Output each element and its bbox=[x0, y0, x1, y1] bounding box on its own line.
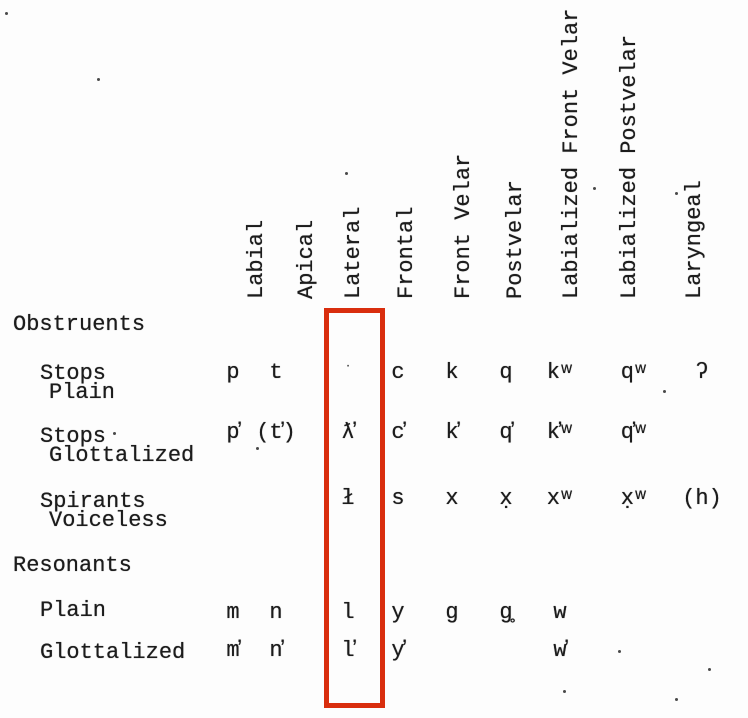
phoneme-cell: y̓ bbox=[391, 638, 405, 663]
phoneme-cell: · bbox=[344, 361, 352, 373]
column-header-postvelar: Postvelar bbox=[503, 180, 528, 299]
phoneme-cell: (t̓) bbox=[256, 420, 296, 445]
row-label: Plain bbox=[40, 598, 107, 623]
scan-speck bbox=[5, 12, 8, 15]
scan-speck bbox=[97, 78, 100, 81]
phoneme-cell: xʷ bbox=[546, 486, 574, 511]
phoneme-cell: x̣ bbox=[499, 486, 513, 511]
scan-speck bbox=[256, 447, 259, 450]
phoneme-cell: n̓ bbox=[269, 638, 283, 663]
phoneme-cell: m bbox=[226, 600, 240, 625]
scan-speck bbox=[593, 187, 596, 190]
phoneme-cell: ƛ̓ bbox=[341, 420, 355, 445]
phoneme-cell: s bbox=[391, 486, 405, 511]
row-sublabel: Plain bbox=[49, 380, 116, 405]
section-label-obstruents: Obstruents bbox=[13, 312, 146, 337]
phoneme-cell: (h) bbox=[682, 486, 722, 511]
phoneme-cell: m̓ bbox=[226, 638, 240, 663]
row-label: Glottalized bbox=[40, 640, 186, 665]
scan-speck bbox=[675, 698, 678, 701]
scan-speck bbox=[113, 432, 116, 435]
phoneme-cell: q bbox=[499, 360, 513, 385]
phoneme-cell: l bbox=[341, 600, 355, 625]
column-header-labialized-front-velar: Labialized Front Velar bbox=[559, 8, 584, 299]
row-sublabel: Glottalized bbox=[49, 443, 195, 468]
phoneme-cell: k̓ bbox=[445, 420, 459, 445]
scan-speck bbox=[618, 650, 621, 653]
row-label: Stops bbox=[40, 424, 107, 449]
phoneme-cell: ʔ bbox=[695, 360, 709, 385]
phoneme-cell: q̓ bbox=[499, 420, 513, 445]
phoneme-cell: l̓ bbox=[341, 638, 355, 663]
scan-speck bbox=[345, 172, 348, 175]
column-header-labialized-postvelar: Labialized Postvelar bbox=[617, 34, 642, 299]
phoneme-cell: g̥ bbox=[499, 600, 513, 625]
row-label: Stops bbox=[40, 361, 107, 386]
scan-speck bbox=[663, 390, 666, 393]
column-header-apical: Apical bbox=[294, 219, 319, 299]
phoneme-cell: g bbox=[445, 600, 459, 625]
column-header-front-velar: Front Velar bbox=[451, 153, 476, 299]
phoneme-cell: qʷ bbox=[620, 360, 648, 385]
phoneme-cell: k bbox=[445, 360, 459, 385]
scan-speck bbox=[563, 690, 566, 693]
phoneme-cell: q̓ʷ bbox=[620, 420, 648, 445]
phoneme-cell: w̓ bbox=[553, 638, 567, 663]
row-sublabel: Voiceless bbox=[49, 508, 168, 533]
scan-speck bbox=[675, 192, 678, 195]
row-label: Spirants bbox=[40, 489, 146, 514]
phoneme-cell: ł bbox=[341, 486, 355, 511]
phoneme-cell: t bbox=[269, 360, 283, 385]
column-header-labial: Labial bbox=[244, 219, 269, 299]
phoneme-cell: kʷ bbox=[546, 360, 574, 385]
phoneme-cell: p̓ bbox=[226, 420, 240, 445]
phoneme-cell: c bbox=[391, 360, 405, 385]
section-label-resonants: Resonants bbox=[13, 553, 132, 578]
phoneme-cell: x bbox=[445, 486, 459, 511]
column-header-lateral: Lateral bbox=[341, 206, 366, 299]
phoneme-cell: n bbox=[269, 600, 283, 625]
column-header-laryngeal: Laryngeal bbox=[682, 180, 707, 299]
phoneme-cell: c̓ bbox=[391, 420, 405, 445]
scan-speck bbox=[708, 668, 711, 671]
phoneme-cell: x̣ʷ bbox=[620, 486, 648, 511]
column-header-frontal: Frontal bbox=[394, 206, 419, 299]
phoneme-cell: y bbox=[391, 600, 405, 625]
phoneme-cell: k̓ʷ bbox=[546, 420, 574, 445]
phoneme-cell: w bbox=[553, 600, 567, 625]
phoneme-cell: p bbox=[226, 360, 240, 385]
